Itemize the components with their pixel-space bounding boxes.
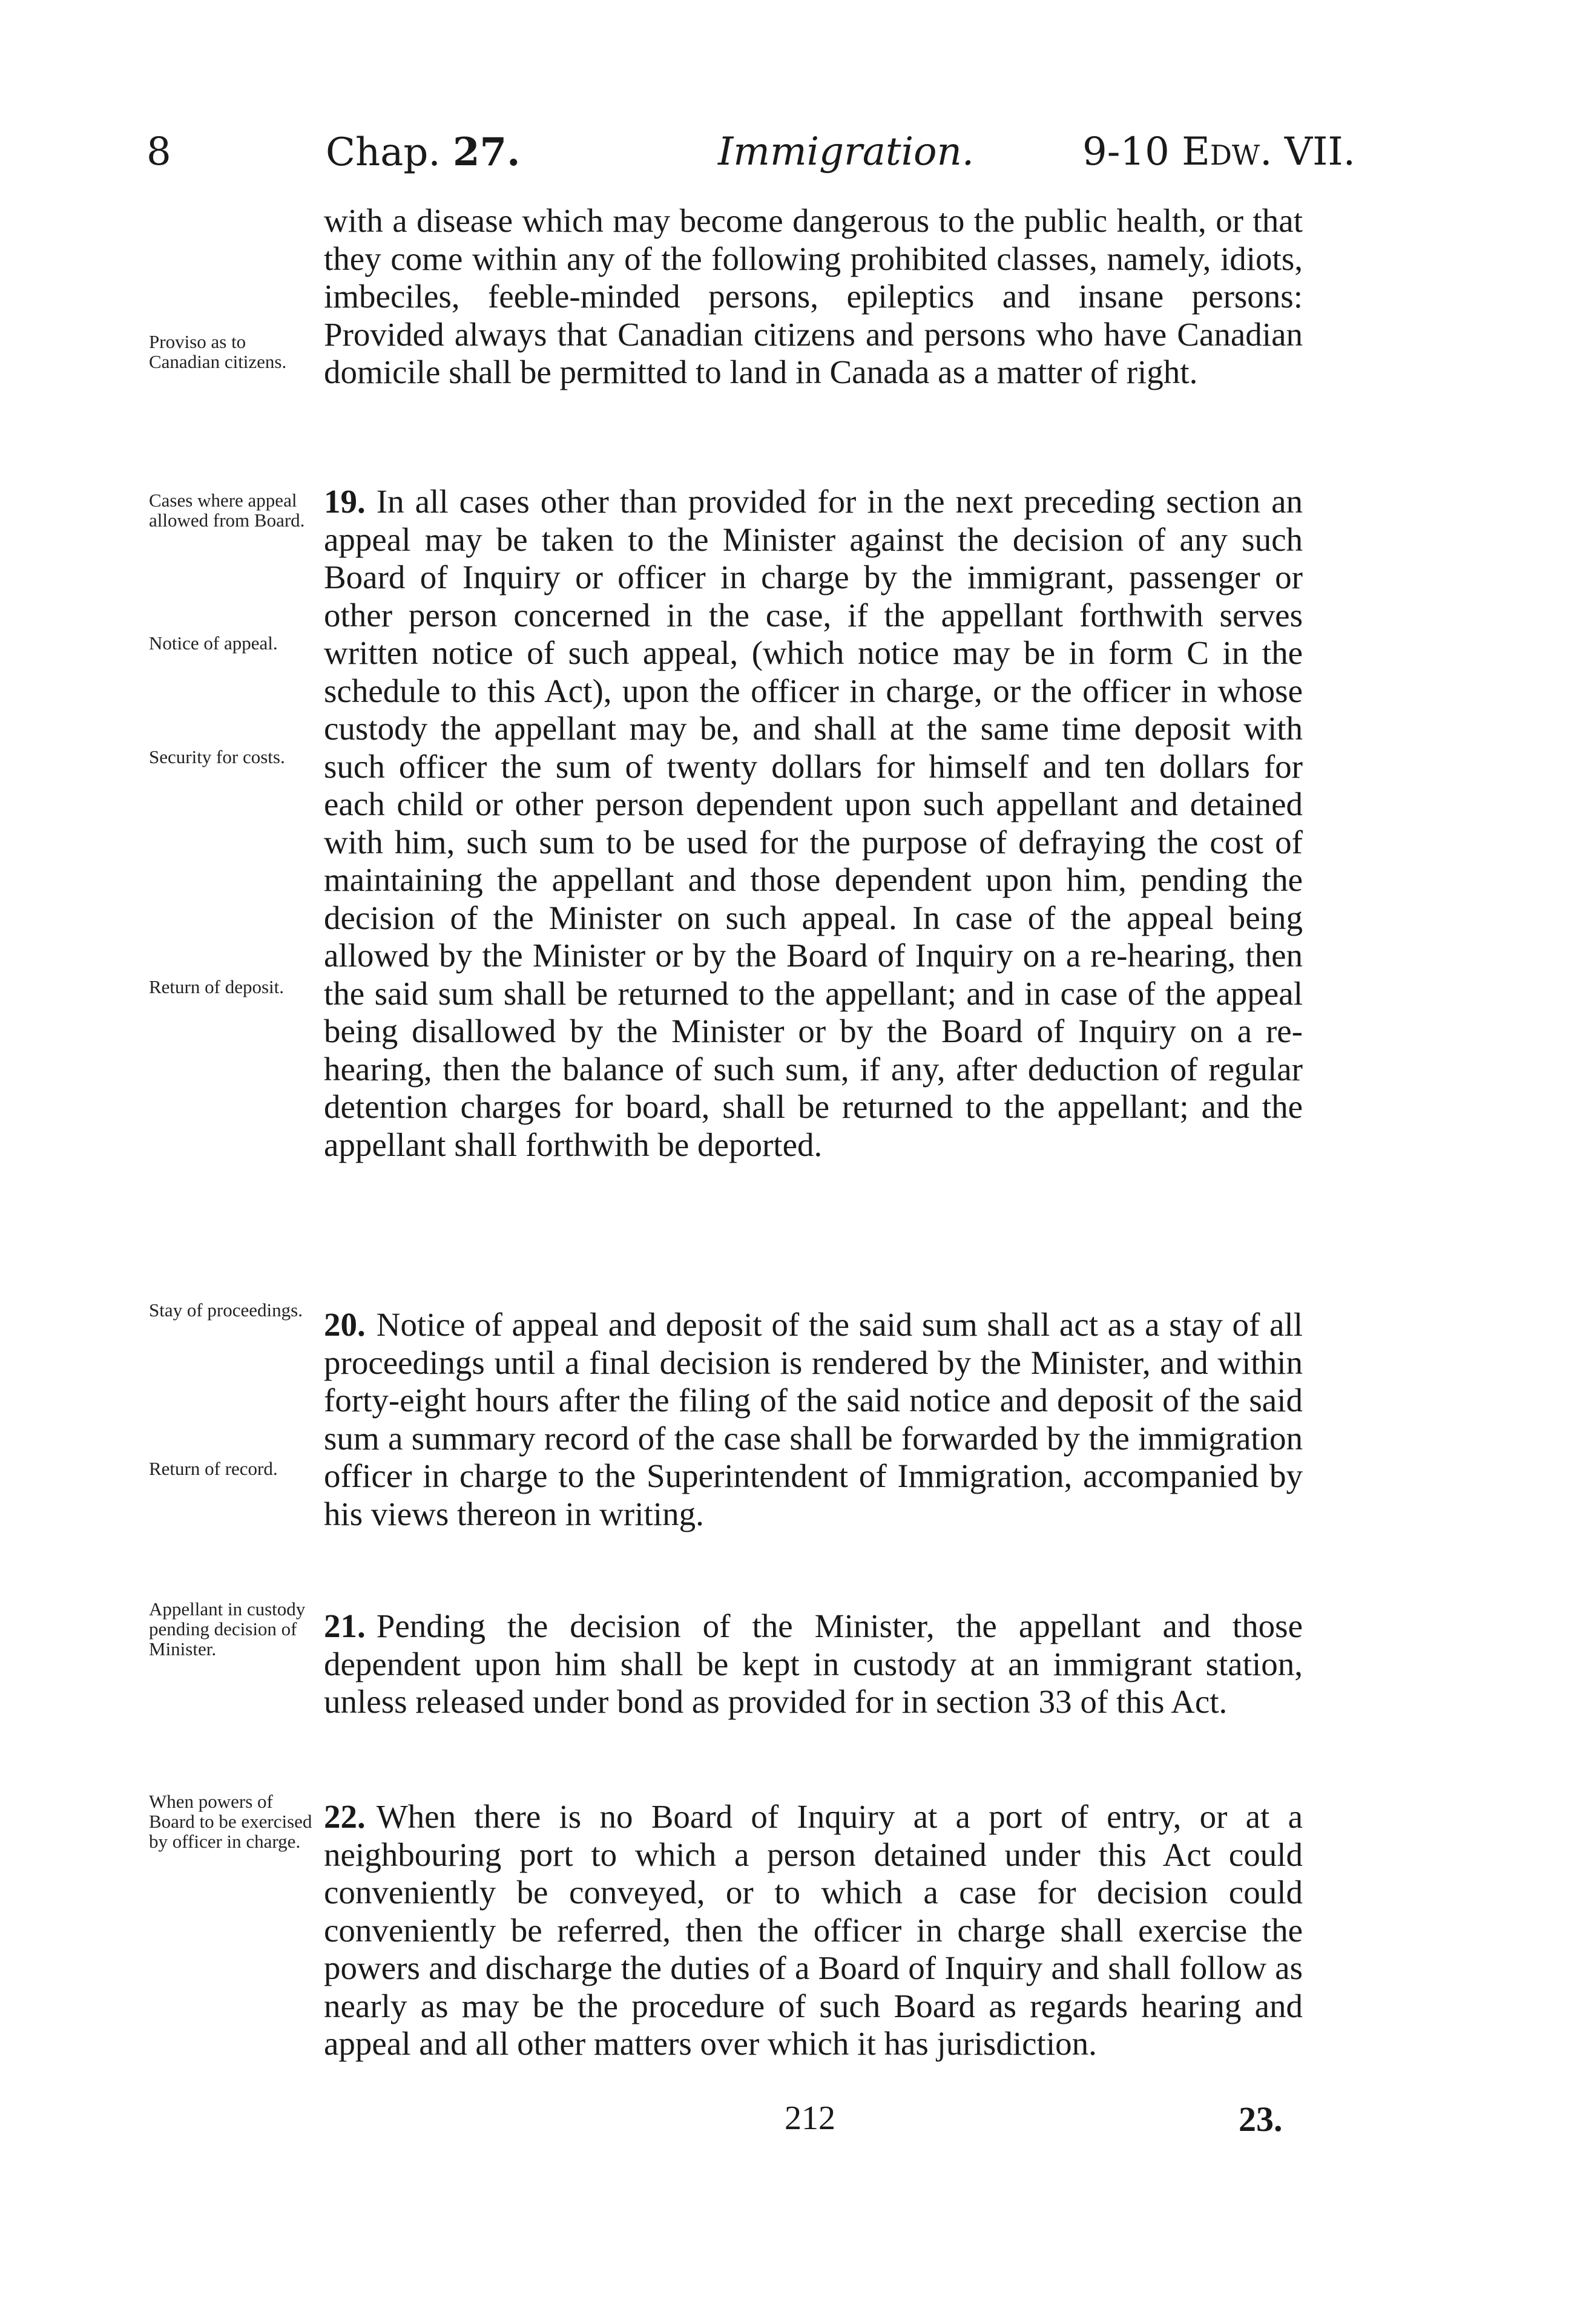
chapter-number: 27. bbox=[453, 130, 521, 175]
catchword: 23. bbox=[1239, 2099, 1283, 2139]
page-footer bbox=[0, 2099, 1580, 2141]
continuation-paragraph bbox=[324, 202, 1303, 392]
margin-note-stay: Stay of proceedings. bbox=[149, 1299, 303, 1321]
section-21-number: 21. bbox=[324, 1607, 366, 1644]
running-title: Immigration. bbox=[718, 130, 975, 174]
section-20 bbox=[324, 1306, 1303, 1533]
section-21-text: Pending the decision of the Minister, the appellant and those dependent upon him shall be kept in custody at an immigrant station, unless released under bond as provided for in section 33 of this Act. bbox=[324, 1607, 1303, 1720]
regnal-year bbox=[1082, 130, 1355, 174]
margin-note-notice-appeal: Notice of appeal. bbox=[149, 632, 278, 654]
margin-note-cases-appeal: Cases where appeal allowed from Board. bbox=[149, 490, 305, 531]
margin-note-when-powers: When powers of Board to be exercised by officer in charge. bbox=[149, 1791, 312, 1852]
chapter-label bbox=[326, 130, 520, 175]
margin-note-proviso: Proviso as to Canadian citizens. bbox=[149, 331, 287, 372]
margin-note-security-costs: Security for costs. bbox=[149, 746, 285, 767]
continuation-text: with a disease which may become dangerous to the public health, or that they come within any of the following prohibited classes, namely, idiots, imbeciles, feeble-minded persons, epileptics and insane persons: Provided always that Canadian citizens and persons who have Canadian domicile shall be permitted to land in Canada as a matter of right. bbox=[324, 202, 1303, 390]
section-22-text: When there is no Board of Inquiry at a port of entry, or at a neighbouring port to which a person detained under this Act could conveniently be conveyed, or to which a case for decision could conveniently be referred, then the officer in charge shall exercise the powers and discharge the duties of a Board of Inquiry and shall follow as nearly as may be the procedure of such Board as regards hearing and appeal and all other matters over which it has jurisdiction. bbox=[324, 1798, 1303, 2062]
page-number: 8 bbox=[146, 130, 171, 174]
section-21 bbox=[324, 1607, 1303, 1721]
folio-number: 212 bbox=[785, 2099, 835, 2137]
section-19-number: 19. bbox=[324, 483, 366, 520]
section-19 bbox=[324, 483, 1303, 1164]
section-22-number: 22. bbox=[324, 1798, 366, 1835]
running-header bbox=[0, 130, 1580, 184]
section-19-text: In all cases other than provided for in the next preceding section an appeal may be taken to the Minister against the decision of any such Board of Inquiry or officer in charge by the immigrant, passenger or other person concerned in the case, if the appellant forthwith serves written notice of such appeal, (which notice may be in form C in the schedule to this Act), upon the officer in charge, or the officer in whose custody the appellant may be, and shall at the same time deposit with such officer the sum of twenty dollars for himself and ten dollars for each child or other person dependent upon such appellant and detained with him, such sum to be used for the purpose of defraying the cost of maintaining the appellant and those dependent upon him, pending the decision of the Minister on such appeal. In case of the appeal being allowed by the Minister or by the Board of Inquiry on a re-hearing, then the said sum shall be returned to the appellant; and in case of the appeal being disallowed by the Minister or by the Board of Inquiry on a re-hearing, then the balance of such sum, if any, after deduction of regular detention charges for board, shall be returned to the appellant; and the appellant shall forthwith be deported. bbox=[324, 483, 1303, 1163]
margin-note-return-deposit: Return of deposit. bbox=[149, 976, 284, 997]
chapter-prefix: Chap. bbox=[326, 130, 453, 175]
margin-note-return-record: Return of record. bbox=[149, 1458, 278, 1479]
regnal-year-prefix: 9-10 bbox=[1082, 130, 1182, 174]
regnal-year-suffix: Edw. VII. bbox=[1182, 130, 1355, 174]
section-20-text: Notice of appeal and deposit of the said sum shall act as a stay of all proceedings until a final decision is rendered by the Minister, and within forty-eight hours after the filing of the said notice and deposit of the said sum a summary record of the case shall be forwarded by the immigration officer in charge to the Superintendent of Immigration, accompanied by his views thereon in writing. bbox=[324, 1306, 1303, 1532]
margin-note-appellant-custody: Appellant in custody pending decision of Minister. bbox=[149, 1598, 306, 1659]
section-20-number: 20. bbox=[324, 1306, 366, 1343]
section-22 bbox=[324, 1798, 1303, 2063]
